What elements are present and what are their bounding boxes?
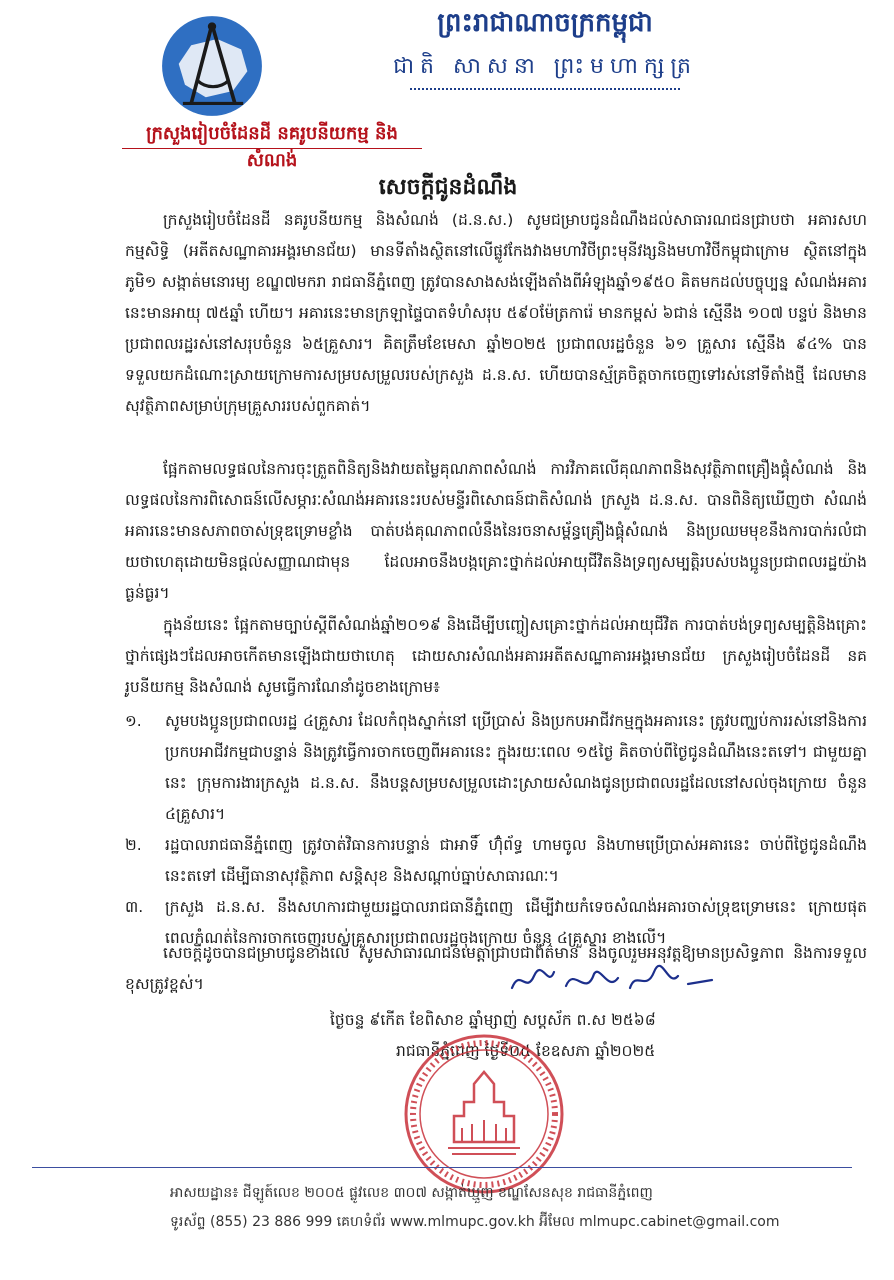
list-item-text: រដ្ឋបាលរាជធានីភ្នំពេញ ត្រូវចាត់វិធានការបន្ទាន់ ជាអាទិ៍ ហ៊ុំព័ទ្ធ ហាមចូល និងហាមប្រើប្រាស់អគារនេះ ចាប់ពីថ្ងៃជូនដំណឹងនេះតទៅ ដើម្បីធានាសុវត្ថិភាព សន្តិសុខ និងសណ្តាប់ធ្នាប់សាធារណៈ។: [165, 836, 867, 885]
paragraph-instructions: ក្នុងន័យនេះ ផ្អែកតាមច្បាប់ស្តីពីសំណង់ឆ្នាំ២០១៩ និងដើម្បីបញ្ចៀសគ្រោះថ្នាក់ដល់អាយុជីវិត ការបាត់បង់ទ្រព្យសម្បត្តិនិងគ្រោះថ្នាក់ផ្សេងៗដែលអាចកើតមានឡើងជាយថាហេតុ ដោយសារសំណង់អគារអតីតសណ្ឋាគារអង្គរមានជ័យ ក្រសួងរៀបចំដែនដី នគរូបនីយកម្ម និងសំណង់ សូមធ្វើការណែនាំដូចខាងក្រោម៖: [125, 616, 867, 696]
paragraph-intro: ក្រសួងរៀបចំដែនដី នគរូបនីយកម្ម និងសំណង់ (ដ.ន.ស.) សូមជម្រាបជូនដំណឹងដល់សាធារណជនជ្រាបថា អគារសហកម្មសិទ្ធិ (អតីតសណ្ឋាគារអង្គរមានជ័យ) មានទីតាំងស្ថិតនៅលើផ្លូវកែងវាងមហាវិថីព្រះមុនីវង្សនិងមហាវិថីកម្ពុជាក្រោម ស្ថិតនៅក្នុងភូមិ១ សង្កាត់មនោរម្យ ខណ្ឌ៧មករា រាជធានីភ្នំពេញ ត្រូវបានសាងសង់ឡើងតាំងពីអំឡុងឆ្នាំ១៩៥០ គិតមកដល់បច្ចុប្បន្ន សំណង់អគារនេះមានអាយុ ៧៥ឆ្នាំ ហើយ។ អគារនេះមានក្រឡាផ្ទៃបាតទំហំសរុប ៥៩០ម៉ែត្រការ៉េ មានកម្ពស់ ៦ជាន់ ស្មើនឹង ១០៧ បន្ទប់ និងមានប្រជាពលរដ្ឋរស់នៅសរុបចំនួន ៦៥គ្រួសារ។ គិតត្រឹមខែមេសា ឆ្នាំ២០២៥ ប្រជាពលរដ្ឋចំនួន ៦១ គ្រួសារ ស្មើនឹង ៩៤% បានទទួលយកដំណោះស្រាយក្រោមការសម្របសម្រួលរបស់ក្រសួង ដ.ន.ស. ហើយបានស្ម័គ្រចិត្តចាកចេញទៅរស់នៅទីតាំងថ្មី ដែលមានសុវត្ថិភាពសម្រាប់ក្រុមគ្រួសាររបស់ពួកគាត់។: [125, 211, 867, 415]
instruction-list: [125, 706, 867, 954]
solar-date: រាជធានីភ្នំពេញ ថ្ងៃទី០៥ ខែឧសភា ឆ្នាំ២០២៥: [396, 1042, 656, 1060]
official-seal: [402, 1032, 566, 1196]
list-item: [125, 706, 867, 830]
list-item-text: ក្រសួង ដ.ន.ស. នឹងសហការជាមួយរដ្ឋបាលរាជធានីភ្នំពេញ ដើម្បីវាយកំទេចសំណង់អគារចាស់ទ្រុឌទ្រោមនេះ ក្រោយផុតពេលកំណត់នៃការចាកចេញរបស់គ្រួសារប្រជាពលរដ្ឋចុងក្រោយ ចំនួន ៤គ្រួសារ ខាងលើ។: [165, 898, 867, 947]
list-item: [125, 830, 867, 892]
list-item-text: សូមបងប្អូនប្រជាពលរដ្ឋ ៤គ្រួសារ ដែលកំពុងស្នាក់នៅ ប្រើប្រាស់ និងប្រកបអាជីវកម្មក្នុងអគារនេះ ត្រូវបញ្ឈប់ការរស់នៅនិងការប្រកបអាជីវកម្មជាបន្ទាន់ និងត្រូវធ្វើការចាកចេញពីអគារនេះ ក្នុងរយៈពេល ១៥ថ្ងៃ គិតចាប់ពីថ្ងៃជូនដំណឹងនេះតទៅ។ ជាមួយគ្នានេះ ក្រុមការងារក្រសួង ដ.ន.ស. នឹងបន្តសម្របសម្រួលដោះស្រាយសំណងជូនប្រជាពលរដ្ឋដែលនៅសល់ចុងក្រោយ ចំនួន ៤គ្រួសារ។: [165, 712, 867, 823]
header-divider: [410, 88, 680, 90]
list-item-number: ២.: [125, 836, 142, 854]
footer-divider: [32, 1167, 852, 1168]
list-item-number: ៣.: [125, 898, 144, 916]
national-motto: ជាតិ សាសនា ព្រះមហាក្សត្រ: [393, 54, 697, 79]
ministry-underline: [122, 148, 422, 149]
list-item-number: ១.: [125, 712, 142, 730]
document-title: សេចក្តីជូនដំណឹង: [378, 175, 518, 200]
handwritten-signature: [508, 958, 718, 1002]
ministry-name: ក្រសួងរៀបចំដែនដី នគរូបនីយកម្ម និងសំណង់: [146, 123, 398, 171]
paragraph-inspection: ផ្អែកតាមលទ្ធផលនៃការចុះត្រួតពិនិត្យនិងវាយតម្លៃគុណភាពសំណង់ ការវិភាគលើគុណភាពនិងសុវត្ថិភាពគ្រឿងផ្គុំសំណង់ និងលទ្ធផលនៃការពិសោធន៍លើសម្ភារៈសំណង់អគារនេះរបស់មន្ទីរពិសោធន៍ជាតិសំណង់ ក្រសួង ដ.ន.ស. បានពិនិត្យឃើញថា សំណង់អគារនេះមានសភាពចាស់ទ្រុឌទ្រោមខ្លាំង បាត់បង់គុណភាពលំនឹងនៃរចនាសម្ព័ន្ធគ្រឿងផ្គុំសំណង់ និងប្រឈមមុខនឹងការបាក់រលំជាយថាហេតុដោយមិនផ្តល់សញ្ញាណជាមុន ដែលអាចនឹងបង្កគ្រោះថ្នាក់ដល់អាយុជីវិតនិងទ្រព្យសម្បត្តិរបស់បងប្អូនប្រជាពលរដ្ឋយ៉ាងធ្ងន់ធ្ងរ។: [125, 460, 867, 602]
closing-paragraph: សេចក្តីដូចបានជម្រាបជូនខាងលើ សូមសាធារណជនមេត្តាជ្រាបជាព័ត៌មាន និងចូលរួមអនុវត្តឱ្យមានប្រសិទ្ធភាព និងការទទួលខុសត្រូវខ្ពស់។: [125, 944, 867, 993]
footer-address: អាសយដ្ឋាន៖ ជីឡូត៍លេខ ២០០៥ ផ្លូវលេខ ៣០៧ សង្កាត់ឃ្មួញ ខណ្ឌសែនសុខ រាជធានីភ្នំពេញ: [170, 1185, 653, 1201]
footer-contact: ទូរស័ព្ទ (855) 23 886 999 គេហទំព័រ www.mlmupc.gov.kh អ៊ីមែល mlmupc.cabinet@gmail.com: [170, 1214, 780, 1230]
lunar-date: ថ្ងៃចន្ទ ៩កើត ខែពិសាខ ឆ្នាំម្សាញ់ សប្តស័ក ព.ស ២៥៦៨: [330, 1011, 656, 1029]
ministry-logo: [160, 14, 264, 118]
kingdom-heading: ព្រះរាជាណាចក្រកម្ពុជា: [437, 8, 653, 38]
